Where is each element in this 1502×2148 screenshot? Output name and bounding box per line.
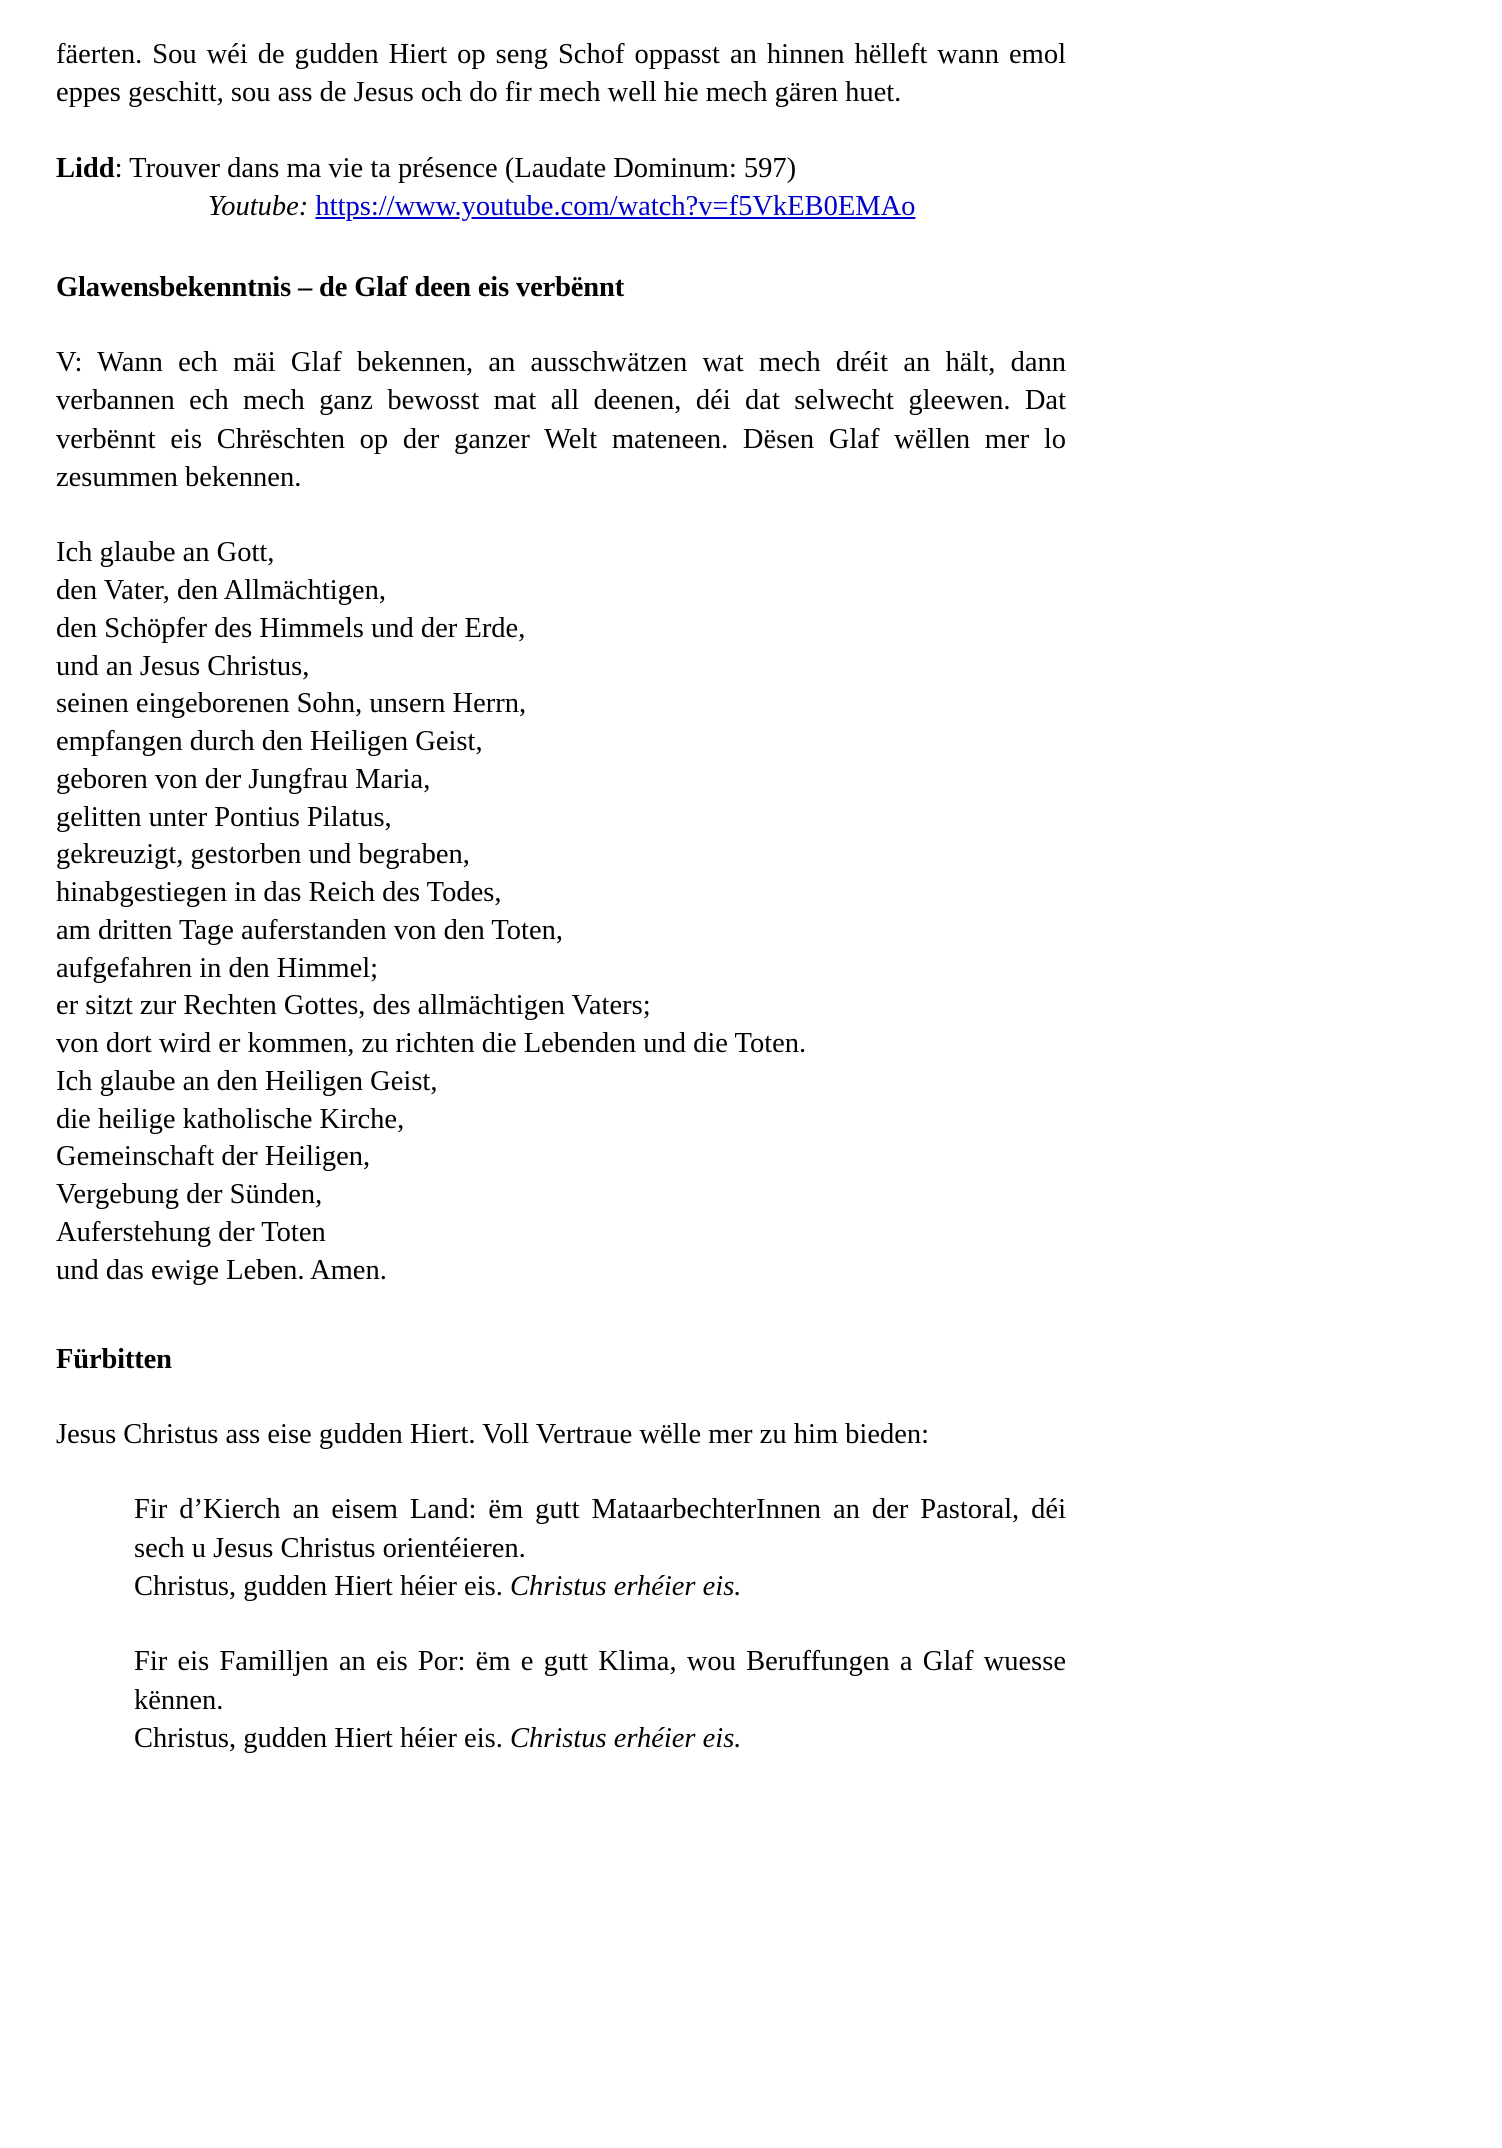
intercession-response xyxy=(134,1568,1066,1606)
creed-line: von dort wird er kommen, zu richten die Lebenden und die Toten. xyxy=(56,1028,807,1060)
creed-line: und an Jesus Christus, xyxy=(56,650,310,682)
creed-line: Ich glaube an den Heiligen Geist, xyxy=(56,1065,438,1097)
intercession-petition: Fir eis Familljen an eis Por: ëm e gutt Klima, wou Beruffungen a Glaf wuesse kënnen. xyxy=(134,1646,1066,1716)
creed-line: empfangen durch den Heiligen Geist, xyxy=(56,726,483,758)
creed-line: Ich glaube an Gott, xyxy=(56,537,275,569)
creed-line: den Schöpfer des Himmels und der Erde, xyxy=(56,612,526,644)
spacer xyxy=(56,1379,1066,1416)
creed-heading: Glawensbekenntnis – de Glaf deen eis verbënnt xyxy=(56,272,625,304)
creed-line: und das ewige Leben. Amen. xyxy=(56,1254,387,1286)
creed-intro-paragraph: V: Wann ech mäi Glaf bekennen, an ausschwätzen wat mech dréit an hält, dann verbannen ech mech ganz bewosst mat all deenen, déi dat selwecht gleewen. Dat verbënnt eis Chrëschten op der ganzer Welt mateneen. Dësen Glaf wëllen mer lo zesummen bekennen. xyxy=(56,347,1066,494)
creed-line: Auferstehung der Toten xyxy=(56,1216,326,1248)
spacer xyxy=(56,113,1066,150)
spacer xyxy=(56,1289,1066,1341)
creed-line: Gemeinschaft der Heiligen, xyxy=(56,1141,371,1173)
creed-line: geboren von der Jungfrau Maria, xyxy=(56,763,431,795)
response-plain: Christus, gudden Hiert héier eis. xyxy=(134,1722,510,1754)
youtube-label: Youtube: xyxy=(208,190,309,222)
spacer xyxy=(56,1454,1066,1491)
spacer xyxy=(56,1606,1066,1643)
creed-line: seinen eingeborenen Sohn, unsern Herrn, xyxy=(56,688,527,720)
creed-line: hinabgestiegen in das Reich des Todes, xyxy=(56,877,502,909)
spacer xyxy=(56,225,1066,269)
creed-line: die heilige katholische Kirche, xyxy=(56,1103,405,1135)
intercession-item xyxy=(56,1491,1066,1606)
spacer xyxy=(56,307,1066,344)
response-plain: Christus, gudden Hiert héier eis. xyxy=(134,1570,510,1602)
creed-line: aufgefahren in den Himmel; xyxy=(56,952,379,984)
creed-line: Vergebung der Sünden, xyxy=(56,1179,323,1211)
hymn-line xyxy=(56,150,1066,188)
document-body xyxy=(56,36,1066,1758)
creed-line: den Vater, den Allmächtigen, xyxy=(56,575,386,607)
response-italic: Christus erhéier eis. xyxy=(509,1722,742,1754)
hymn-label: Lidd xyxy=(56,152,115,184)
intercession-petition: Fir d’Kierch an eisem Land: ëm gutt MataarbechterInnen an der Pastoral, déi sech u Jesus Christus orientéieren. xyxy=(134,1494,1066,1564)
creed-lines xyxy=(56,534,1066,1289)
creed-line: gelitten unter Pontius Pilatus, xyxy=(56,801,392,833)
intercession-response xyxy=(134,1720,1066,1758)
intercessions-intro: Jesus Christus ass eise gudden Hiert. Voll Vertraue wëlle mer zu him bieden: xyxy=(56,1418,930,1450)
creed-line: er sitzt zur Rechten Gottes, des allmächtigen Vaters; xyxy=(56,990,651,1022)
creed-line: gekreuzigt, gestorben und begraben, xyxy=(56,839,470,871)
hymn-source-line xyxy=(56,188,1066,226)
response-italic: Christus erhéier eis. xyxy=(509,1570,742,1602)
spacer xyxy=(56,497,1066,534)
opening-paragraph: fäerten. Sou wéi de gudden Hiert op seng Schof oppasst an hinnen hëlleft wann emol eppes geschitt, sou ass de Jesus och do fir mech well hie mech gären huet. xyxy=(56,39,1066,109)
intercession-item xyxy=(56,1643,1066,1758)
youtube-link[interactable]: https://www.youtube.com/watch?v=f5VkEB0EMAo xyxy=(315,190,916,222)
hymn-title: Trouver dans ma vie ta présence (Laudate Dominum: 597) xyxy=(129,152,797,184)
creed-line: am dritten Tage auferstanden von den Toten, xyxy=(56,914,564,946)
hymn-separator: : xyxy=(114,152,130,184)
intercessions-heading: Fürbitten xyxy=(56,1344,172,1376)
